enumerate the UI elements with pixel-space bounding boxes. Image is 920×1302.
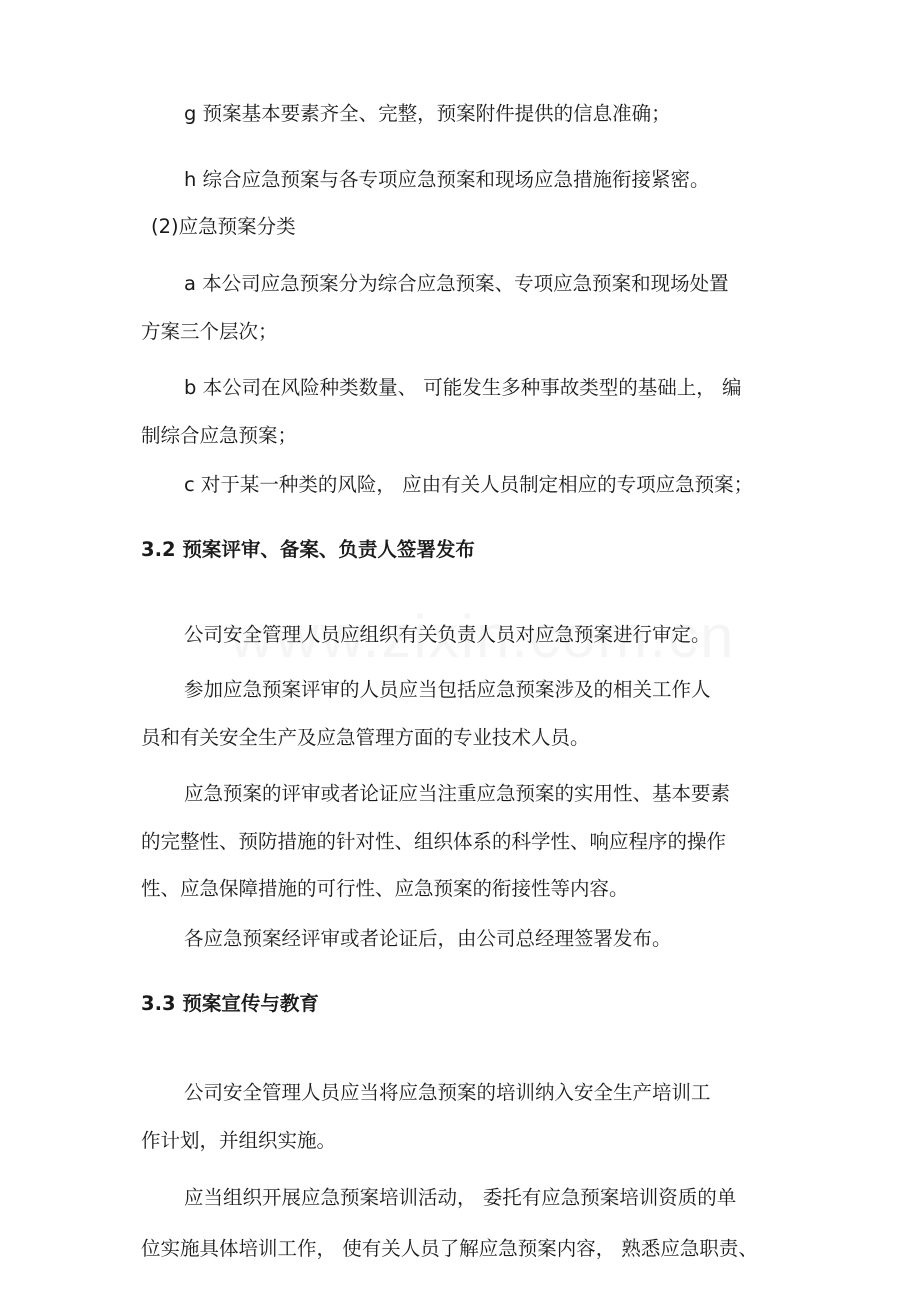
list-item-a-line-2: 方案三个层次； [141,320,278,343]
subsection-title: (2)应急预案分类 [151,215,296,238]
paragraph-3-2-3-line-2: 的完整性、预防措施的针对性、组织体系的科学性、响应程序的操作 [141,830,727,853]
paragraph-3-3-2-line-2: 位实施具体培训工作， 使有关人员了解应急预案内容， 熟悉应急职责、 [141,1237,758,1260]
list-item-g: g 预案基本要素齐全、完整，预案附件提供的信息准确； [184,102,671,125]
paragraph-3-2-2-line-1: 参加应急预案评审的人员应当包括应急预案涉及的相关工作人 [184,678,711,701]
paragraph-3-2-2-line-2: 员和有关安全生产及应急管理方面的专业技术人员。 [141,726,590,749]
paragraph-3-3-1-line-2: 作计划，并组织实施。 [141,1129,337,1152]
paragraph-3-2-3-line-1: 应急预案的评审或者论证应当注重应急预案的实用性、基本要素 [184,782,731,805]
paragraph-3-2-4: 各应急预案经评审或者论证后，由公司总经理签署发布。 [184,927,672,950]
list-item-b-line-2: 制综合应急预案； [141,424,298,447]
paragraph-3-2-1: 公司安全管理人员应组织有关负责人员对应急预案进行审定。 [184,623,711,646]
list-item-a-line-1: a 本公司应急预案分为综合应急预案、专项应急预案和现场处置 [184,272,729,295]
list-item-h: h 综合应急预案与各专项应急预案和现场应急措施衔接紧密。 [184,168,710,191]
paragraph-3-2-3-line-3: 性、应急保障措施的可行性、应急预案的衔接性等内容。 [141,877,629,900]
paragraph-3-3-1-line-1: 公司安全管理人员应当将应急预案的培训纳入安全生产培训工 [184,1081,711,1104]
section-heading-3-3: 3.3 预案宣传与教育 [141,992,319,1015]
list-item-b-line-1: b 本公司在风险种类数量、 可能发生多种事故类型的基础上， 编 [184,376,742,399]
paragraph-3-3-2-line-1: 应当组织开展应急预案培训活动， 委托有应急预案培训资质的单 [184,1186,737,1209]
section-heading-3-2: 3.2 预案评审、备案、负责人签署发布 [141,538,475,561]
list-item-c: c 对于某一种类的风险， 应由有关人员制定相应的专项应急预案； [184,473,754,496]
